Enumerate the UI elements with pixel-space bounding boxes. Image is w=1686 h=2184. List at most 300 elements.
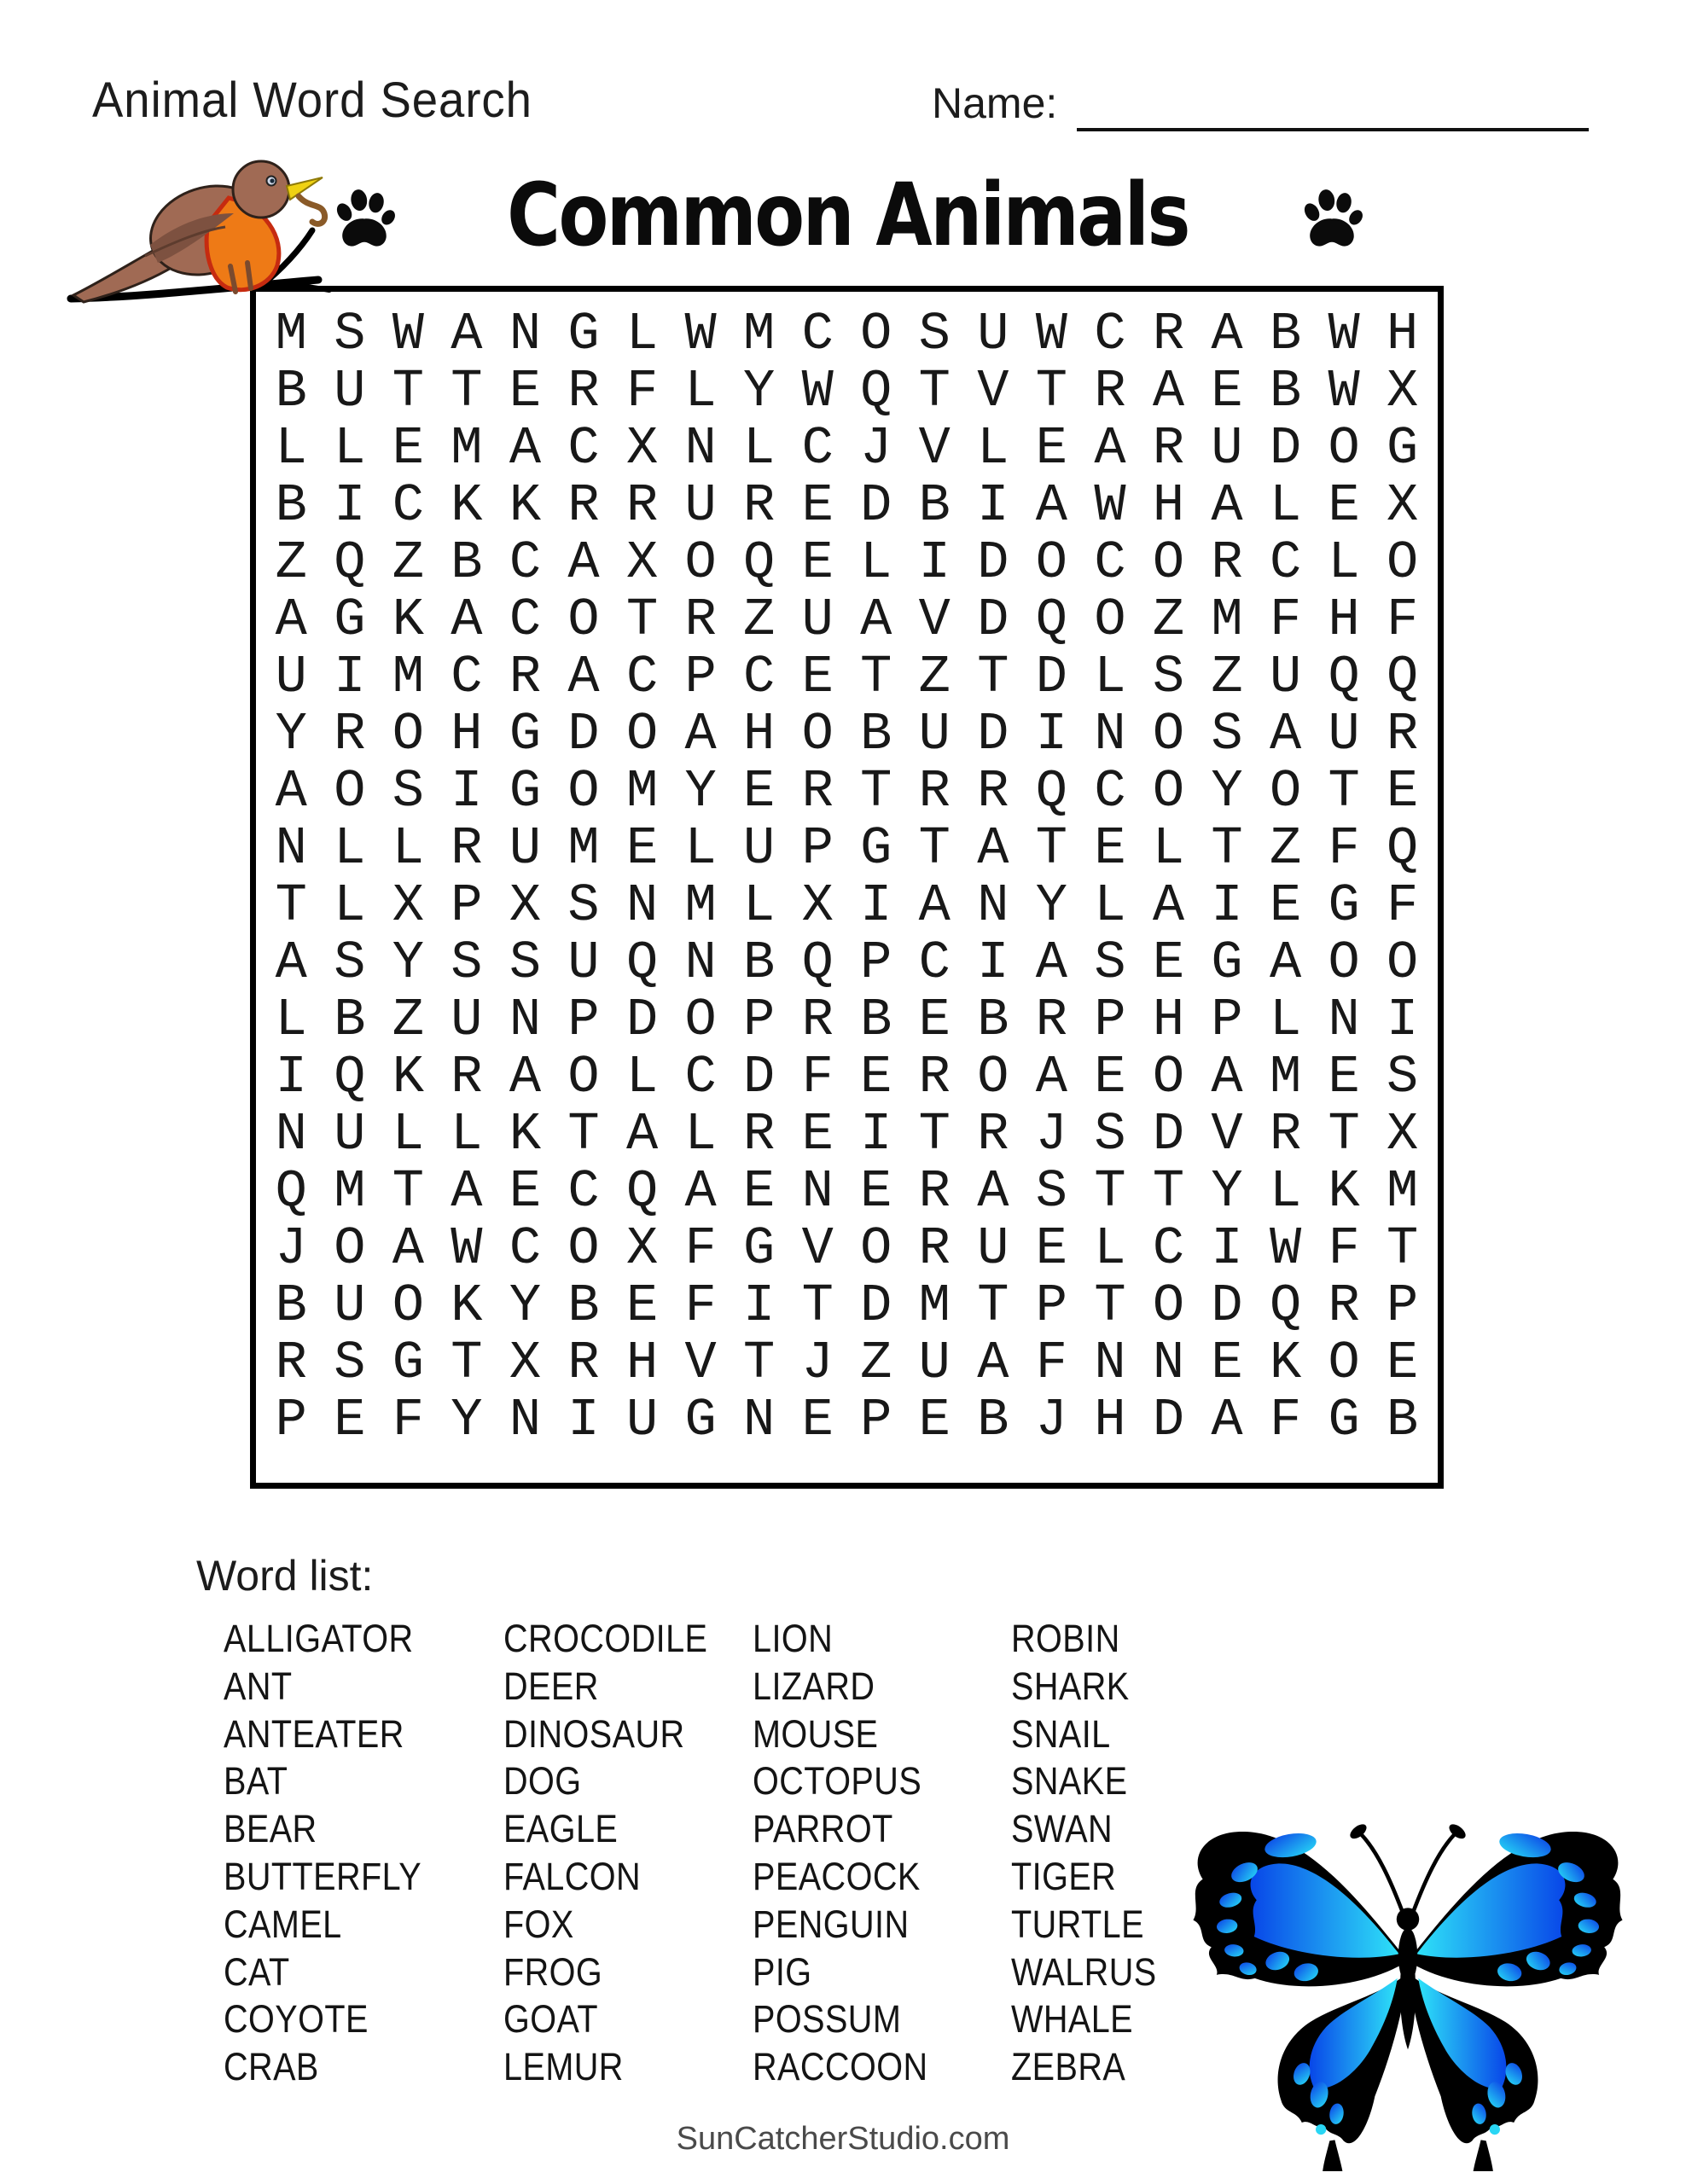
paw-print-icon	[1299, 183, 1365, 257]
grid-cell: U	[451, 990, 483, 1050]
grid-cell: H	[1328, 590, 1360, 650]
grid-cell: A	[1035, 475, 1067, 536]
grid-cell: C	[509, 590, 542, 650]
grid-cell: Y	[1211, 1161, 1243, 1222]
grid-cell: N	[1094, 1333, 1126, 1393]
grid-cell: Z	[1269, 818, 1302, 879]
grid-cell: H	[1152, 475, 1185, 536]
word-item: RACCOON	[753, 2045, 928, 2089]
grid-cell: B	[743, 932, 776, 993]
grid-cell: K	[1328, 1161, 1360, 1222]
grid-row	[256, 991, 1438, 1048]
word-item: ANTEATER	[224, 1711, 404, 1756]
grid-cell: R	[801, 990, 834, 1050]
puzzle-heading: Common Animals	[507, 164, 1189, 266]
grid-cell: O	[567, 1047, 600, 1107]
grid-cell: O	[1035, 532, 1067, 593]
grid-cell: K	[392, 590, 424, 650]
grid-cell: K	[1269, 1333, 1302, 1393]
grid-cell: B	[1269, 304, 1302, 364]
grid-cell: Z	[1152, 590, 1185, 650]
word-item: PARROT	[753, 1807, 893, 1851]
grid-cell: S	[1035, 1161, 1067, 1222]
grid-cell: R	[509, 647, 542, 707]
grid-cell: A	[567, 532, 600, 593]
grid-cell: Q	[334, 532, 366, 593]
name-blank-line[interactable]	[1077, 128, 1589, 131]
grid-cell: A	[977, 1161, 1009, 1222]
grid-cell: R	[1328, 1275, 1360, 1336]
grid-cell: N	[801, 1161, 834, 1222]
grid-cell: P	[1035, 1275, 1067, 1336]
grid-cell: R	[567, 475, 600, 536]
grid-cell: T	[918, 1104, 951, 1165]
grid-cell: O	[334, 1218, 366, 1279]
grid-cell: Z	[860, 1333, 892, 1393]
grid-cell: O	[1269, 761, 1302, 822]
grid-cell: I	[275, 1047, 307, 1107]
grid-cell: N	[625, 875, 659, 936]
grid-cell: G	[509, 761, 542, 822]
grid-cell: L	[1269, 1161, 1302, 1222]
grid-cell: X	[625, 418, 659, 479]
grid-cell: B	[334, 990, 366, 1050]
grid-cell: T	[1035, 361, 1067, 421]
grid-cell: D	[1152, 1390, 1185, 1450]
grid-cell: D	[860, 1275, 892, 1336]
grid-cell: S	[1094, 932, 1126, 993]
grid-cell: N	[1328, 990, 1360, 1050]
blue-butterfly-icon	[1143, 1702, 1672, 2171]
word-item: FOX	[503, 1902, 574, 1946]
grid-cell: N	[275, 1104, 307, 1165]
word-item: PEACOCK	[753, 1854, 921, 1898]
grid-cell: U	[509, 818, 542, 879]
grid-cell: F	[801, 1047, 834, 1107]
grid-cell: H	[1152, 990, 1185, 1050]
grid-cell: E	[801, 647, 834, 707]
grid-cell: U	[918, 704, 951, 764]
grid-cell: V	[977, 361, 1009, 421]
grid-cell: O	[392, 704, 424, 764]
grid-cell: T	[275, 875, 307, 936]
grid-cell: A	[567, 647, 600, 707]
grid-cell: V	[684, 1333, 717, 1393]
grid-cell: L	[1328, 532, 1360, 593]
grid-row	[256, 534, 1438, 591]
grid-cell: L	[1094, 875, 1126, 936]
grid-cell: I	[860, 875, 892, 936]
grid-cell: S	[1211, 704, 1243, 764]
grid-cell: V	[918, 418, 951, 479]
grid-cell: M	[743, 304, 776, 364]
grid-cell: U	[918, 1333, 951, 1393]
grid-cell: A	[1152, 361, 1185, 421]
grid-cell: L	[392, 1104, 424, 1165]
grid-cell: B	[1387, 1390, 1419, 1450]
grid-cell: N	[509, 1390, 542, 1450]
grid-cell: V	[918, 590, 951, 650]
grid-cell: U	[334, 1104, 366, 1165]
grid-cell: A	[275, 590, 307, 650]
grid-cell: E	[801, 532, 834, 593]
grid-cell: L	[334, 875, 366, 936]
grid-cell: T	[1328, 761, 1360, 822]
grid-cell: O	[1152, 761, 1185, 822]
word-item: SNAIL	[1011, 1711, 1111, 1756]
grid-cell: S	[567, 875, 600, 936]
grid-cell: S	[334, 1333, 366, 1393]
grid-cell: G	[1211, 932, 1243, 993]
grid-cell: D	[860, 475, 892, 536]
grid-cell: A	[509, 1047, 542, 1107]
word-item: ZEBRA	[1011, 2045, 1126, 2089]
name-label: Name:	[932, 79, 1058, 127]
word-item: CROCODILE	[503, 1617, 708, 1660]
word-column	[753, 1615, 1026, 2091]
grid-cell: R	[567, 1333, 600, 1393]
grid-cell: G	[567, 304, 600, 364]
grid-cell: X	[625, 532, 659, 593]
word-item: LIZARD	[753, 1664, 875, 1708]
page-title: Animal Word Search	[92, 73, 532, 128]
grid-cell: O	[684, 532, 717, 593]
grid-cell: R	[977, 761, 1009, 822]
grid-cell: U	[1269, 647, 1302, 707]
grid-cell: T	[625, 590, 659, 650]
grid-cell: I	[918, 532, 951, 593]
grid-cell: E	[860, 1161, 892, 1222]
grid-cell: I	[567, 1390, 600, 1450]
grid-cell: T	[977, 647, 1009, 707]
grid-cell: C	[392, 475, 424, 536]
grid-cell: R	[451, 1047, 483, 1107]
grid-cell: I	[334, 475, 366, 536]
grid-cell: F	[1387, 875, 1419, 936]
grid-cell: E	[801, 1104, 834, 1165]
grid-cell: J	[1035, 1104, 1067, 1165]
grid-cell: P	[451, 875, 483, 936]
grid-cell: B	[451, 532, 483, 593]
grid-cell: M	[392, 647, 424, 707]
grid-cell: O	[392, 1275, 424, 1336]
grid-cell: A	[451, 1161, 483, 1222]
grid-cell: D	[567, 704, 600, 764]
grid-cell: H	[743, 704, 776, 764]
grid-cell: I	[860, 1104, 892, 1165]
grid-cell: L	[275, 990, 307, 1050]
grid-row	[256, 1334, 1438, 1391]
word-item: ROBIN	[1011, 1617, 1120, 1660]
grid-cell: U	[334, 1275, 366, 1336]
grid-cell: L	[684, 1104, 717, 1165]
grid-cell: W	[451, 1218, 483, 1279]
word-item: SNAKE	[1011, 1759, 1128, 1804]
word-item: PENGUIN	[753, 1902, 910, 1946]
grid-cell: E	[625, 1275, 659, 1336]
grid-row	[256, 820, 1438, 877]
word-item: CAMEL	[224, 1902, 342, 1946]
grid-cell: M	[567, 818, 600, 879]
word-item: TIGER	[1011, 1854, 1117, 1898]
grid-cell: S	[451, 932, 483, 993]
grid-cell: Y	[275, 704, 307, 764]
grid-cell: A	[1269, 932, 1302, 993]
grid-cell: Q	[334, 1047, 366, 1107]
grid-cell: L	[977, 418, 1009, 479]
grid-cell: A	[392, 1218, 424, 1279]
grid-cell: B	[918, 475, 951, 536]
grid-cell: N	[275, 818, 307, 879]
grid-row	[256, 1391, 1438, 1449]
grid-cell: X	[1387, 475, 1419, 536]
grid-cell: Q	[801, 932, 834, 993]
word-item: DINOSAUR	[503, 1711, 685, 1756]
word-item: DEER	[503, 1664, 599, 1708]
grid-cell: M	[918, 1275, 951, 1336]
grid-cell: P	[275, 1390, 307, 1450]
grid-cell: C	[1094, 304, 1126, 364]
grid-cell: A	[860, 590, 892, 650]
grid-cell: A	[1269, 704, 1302, 764]
grid-cell: E	[509, 361, 542, 421]
grid-cell: O	[567, 761, 600, 822]
grid-cell: T	[1387, 1218, 1419, 1279]
robin-bird-icon	[67, 128, 384, 334]
grid-cell: C	[1269, 532, 1302, 593]
grid-cell: B	[275, 361, 307, 421]
grid-cell: V	[801, 1218, 834, 1279]
grid-cell: O	[1152, 532, 1185, 593]
grid-cell: N	[509, 990, 542, 1050]
grid-cell: O	[860, 1218, 892, 1279]
grid-cell: O	[1328, 1333, 1360, 1393]
grid-cell: D	[1211, 1275, 1243, 1336]
grid-cell: I	[1211, 1218, 1243, 1279]
grid-cell: Q	[1387, 647, 1419, 707]
grid-cell: Y	[1035, 875, 1067, 936]
grid-cell: Q	[1269, 1275, 1302, 1336]
grid-cell: E	[801, 1390, 834, 1450]
grid-cell: L	[1269, 475, 1302, 536]
grid-cell: O	[1387, 932, 1419, 993]
grid-cell: U	[1328, 704, 1360, 764]
grid-cell: Q	[1328, 647, 1360, 707]
grid-row	[256, 763, 1438, 820]
grid-cell: O	[1152, 704, 1185, 764]
grid-cell: L	[1094, 1218, 1126, 1279]
grid-cell: Y	[684, 761, 717, 822]
grid-cell: Z	[275, 532, 307, 593]
word-item: SWAN	[1011, 1807, 1113, 1851]
grid-cell: H	[1387, 304, 1419, 364]
grid-cell: F	[1328, 818, 1360, 879]
grid-cell: C	[1094, 532, 1126, 593]
grid-cell: K	[392, 1047, 424, 1107]
grid-cell: I	[1387, 990, 1419, 1050]
word-item: WALRUS	[1011, 1949, 1157, 1994]
grid-cell: C	[801, 418, 834, 479]
word-list-label: Word list:	[196, 1552, 374, 1600]
grid-cell: L	[1152, 818, 1185, 879]
word-item: BUTTERFLY	[224, 1854, 422, 1898]
grid-cell: Y	[743, 361, 776, 421]
grid-cell: X	[509, 1333, 542, 1393]
grid-cell: D	[1269, 418, 1302, 479]
grid-cell: D	[977, 532, 1009, 593]
grid-cell: N	[1152, 1333, 1185, 1393]
grid-cell: O	[860, 304, 892, 364]
grid-cell: A	[275, 932, 307, 993]
grid-row	[256, 1048, 1438, 1106]
grid-row	[256, 1106, 1438, 1163]
word-item: COYOTE	[224, 1997, 369, 2042]
grid-cell: Q	[1387, 818, 1419, 879]
grid-cell: E	[743, 761, 776, 822]
grid-cell: E	[1152, 932, 1185, 993]
grid-cell: C	[625, 647, 659, 707]
grid-cell: N	[684, 932, 717, 993]
grid-cell: J	[1035, 1390, 1067, 1450]
grid-cell: T	[860, 647, 892, 707]
grid-cell: W	[1094, 475, 1126, 536]
grid-cell: W	[392, 304, 424, 364]
grid-cell: P	[743, 990, 776, 1050]
letter-grid	[250, 286, 1444, 1489]
grid-cell: E	[743, 1161, 776, 1222]
grid-cell: P	[860, 932, 892, 993]
grid-cell: S	[918, 304, 951, 364]
heading-row	[250, 155, 1446, 275]
grid-cell: S	[1387, 1047, 1419, 1107]
grid-cell: E	[1035, 418, 1067, 479]
grid-cell: G	[1328, 875, 1360, 936]
grid-cell: W	[684, 304, 717, 364]
grid-cell: F	[1269, 1390, 1302, 1450]
grid-cell: C	[1152, 1218, 1185, 1279]
grid-cell: R	[1387, 704, 1419, 764]
grid-cell: L	[334, 818, 366, 879]
grid-cell: P	[1211, 990, 1243, 1050]
grid-cell: H	[1094, 1390, 1126, 1450]
grid-cell: R	[567, 361, 600, 421]
grid-cell: W	[1328, 361, 1360, 421]
grid-cell: E	[625, 818, 659, 879]
grid-cell: H	[451, 704, 483, 764]
grid-cell: B	[860, 704, 892, 764]
grid-cell: J	[275, 1218, 307, 1279]
grid-cell: B	[1269, 361, 1302, 421]
word-item: BEAR	[224, 1807, 317, 1851]
grid-cell: X	[1387, 1104, 1419, 1165]
grid-cell: T	[567, 1104, 600, 1165]
grid-cell: Q	[625, 932, 659, 993]
grid-cell: O	[977, 1047, 1009, 1107]
grid-cell: G	[392, 1333, 424, 1393]
grid-cell: U	[977, 304, 1009, 364]
grid-cell: B	[275, 475, 307, 536]
grid-cell: A	[1094, 418, 1126, 479]
grid-cell: L	[684, 818, 717, 879]
grid-cell: O	[567, 590, 600, 650]
grid-cell: Q	[860, 361, 892, 421]
grid-cell: A	[1152, 875, 1185, 936]
grid-cell: M	[1269, 1047, 1302, 1107]
grid-cell: Q	[1035, 761, 1067, 822]
grid-row	[256, 477, 1438, 534]
grid-cell: R	[1152, 418, 1185, 479]
grid-cell: Y	[509, 1275, 542, 1336]
word-item: TURTLE	[1011, 1902, 1144, 1946]
word-item: MOUSE	[753, 1711, 879, 1756]
grid-cell: F	[1328, 1218, 1360, 1279]
grid-cell: M	[625, 761, 659, 822]
grid-cell: Z	[743, 590, 776, 650]
word-item: ALLIGATOR	[224, 1617, 414, 1660]
grid-cell: N	[743, 1390, 776, 1450]
grid-cell: B	[275, 1275, 307, 1336]
grid-cell: S	[334, 304, 366, 364]
grid-cell: O	[684, 990, 717, 1050]
grid-cell: R	[275, 1333, 307, 1393]
grid-cell: E	[801, 475, 834, 536]
grid-cell: S	[1152, 647, 1185, 707]
grid-cell: D	[977, 590, 1009, 650]
grid-cell: J	[860, 418, 892, 479]
grid-cell: M	[1211, 590, 1243, 650]
grid-cell: Z	[918, 647, 951, 707]
grid-cell: O	[567, 1218, 600, 1279]
grid-cell: L	[684, 361, 717, 421]
word-item: ANT	[224, 1664, 293, 1708]
grid-row	[256, 591, 1438, 648]
grid-cell: O	[1094, 590, 1126, 650]
grid-cell: U	[1211, 418, 1243, 479]
grid-cell: R	[801, 761, 834, 822]
grid-cell: P	[684, 647, 717, 707]
grid-cell: B	[860, 990, 892, 1050]
grid-cell: K	[509, 475, 542, 536]
grid-cell: R	[1152, 304, 1185, 364]
grid-cell: E	[918, 990, 951, 1050]
grid-cell: T	[918, 361, 951, 421]
grid-cell: T	[1094, 1275, 1126, 1336]
grid-cell: T	[743, 1333, 776, 1393]
grid-cell: T	[1328, 1104, 1360, 1165]
grid-cell: X	[1387, 361, 1419, 421]
grid-cell: R	[451, 818, 483, 879]
grid-cell: P	[1387, 1275, 1419, 1336]
grid-cell: X	[392, 875, 424, 936]
word-column	[503, 1615, 776, 2091]
grid-cell: R	[918, 1047, 951, 1107]
grid-row	[256, 363, 1438, 420]
grid-cell: L	[625, 1047, 659, 1107]
grid-cell: U	[801, 590, 834, 650]
grid-cell: P	[801, 818, 834, 879]
grid-cell: S	[334, 932, 366, 993]
word-item: BAT	[224, 1759, 288, 1804]
word-item: WHALE	[1011, 1997, 1134, 2042]
grid-cell: R	[918, 761, 951, 822]
grid-cell: I	[334, 647, 366, 707]
grid-cell: D	[977, 704, 1009, 764]
grid-cell: A	[1211, 304, 1243, 364]
grid-cell: T	[918, 818, 951, 879]
word-item: LION	[753, 1617, 834, 1660]
grid-cell: E	[1269, 875, 1302, 936]
grid-cell: L	[1269, 990, 1302, 1050]
